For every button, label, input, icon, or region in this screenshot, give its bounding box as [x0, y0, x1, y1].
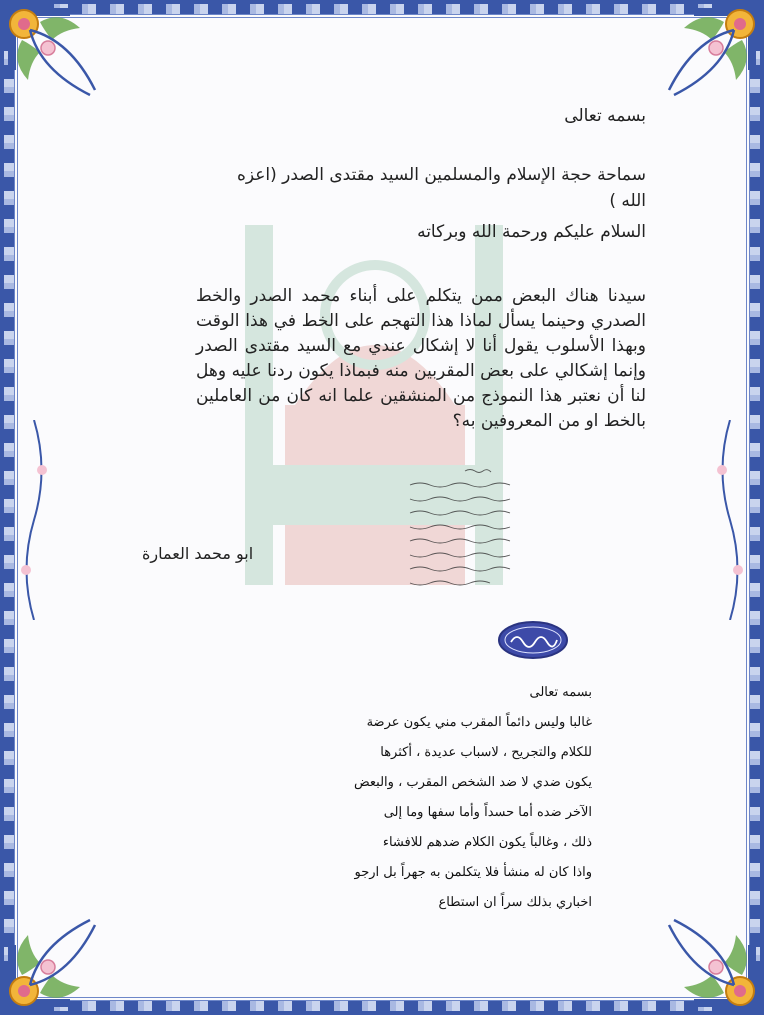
reply-line: يكون ضدي لا ضد الشخص المقرب ، والبعض [353, 775, 592, 790]
corner-ornament-icon [0, 905, 110, 1015]
letter-body: سيدنا هناك البعض ممن يتكلم على أبناء محمد الصدر والخط الصدري وحينما يسأل لماذا هذا التهجم على الخط في هذا الوقت وبهذا الأسلوب يقول أنا لا إشكال عندي مع السيد مقتدى الصدر وإنما إشكالي على بعض المقربين منه فبماذا يكون ردنا عليه وهل لنا أن نعتبر هذا النموذج من المنشقين علما انه كان من العاملين بالخط او من المعروفين به؟ [196, 286, 646, 431]
reply-title: بسمه تعالى [529, 685, 592, 700]
border-band-bottom [40, 1001, 724, 1011]
reply-line: واذا كان له منشأ فلا يتكلمن به جهراً بل ارجو [354, 865, 592, 880]
border-band-left [4, 40, 14, 975]
reply-line: ذلك ، وغالباً يكون الكلام ضدهم للافشاء [382, 835, 592, 850]
border-band-right [750, 40, 760, 975]
letter-salutation: بسمه تعالى [564, 106, 646, 126]
reply-line: الآخر ضده أما حسداً وأما سفها وما إلى [383, 805, 592, 820]
reply-line: اخباري بذلك سراً ان استطاع [438, 895, 592, 910]
corner-ornament-icon [654, 905, 764, 1015]
reply-line: غالبا وليس دائماً المقرب مني يكون عرضة [366, 715, 592, 730]
addressee-line: الله ) [609, 191, 646, 211]
side-vine-ornament-icon [14, 420, 54, 620]
letter-greeting: السلام عليكم ورحمة الله وبركاته [417, 222, 646, 242]
seal-stamp-icon [497, 620, 569, 660]
border-band-top [40, 4, 724, 14]
reply-block [292, 678, 592, 918]
letter-addressee [146, 162, 646, 214]
corner-ornament-icon [0, 0, 110, 110]
handwritten-reply-icon [405, 465, 515, 595]
side-vine-ornament-icon [710, 420, 750, 620]
reply-line: للكلام والتجريح ، لاسباب عديدة ، أكثرها [380, 745, 592, 760]
corner-ornament-icon [654, 0, 764, 110]
addressee-line: سماحة حجة الإسلام والمسلمين السيد مقتدى الصدر (اعزه [236, 165, 646, 185]
letter-signature: ابو محمد العمارة [142, 544, 254, 563]
